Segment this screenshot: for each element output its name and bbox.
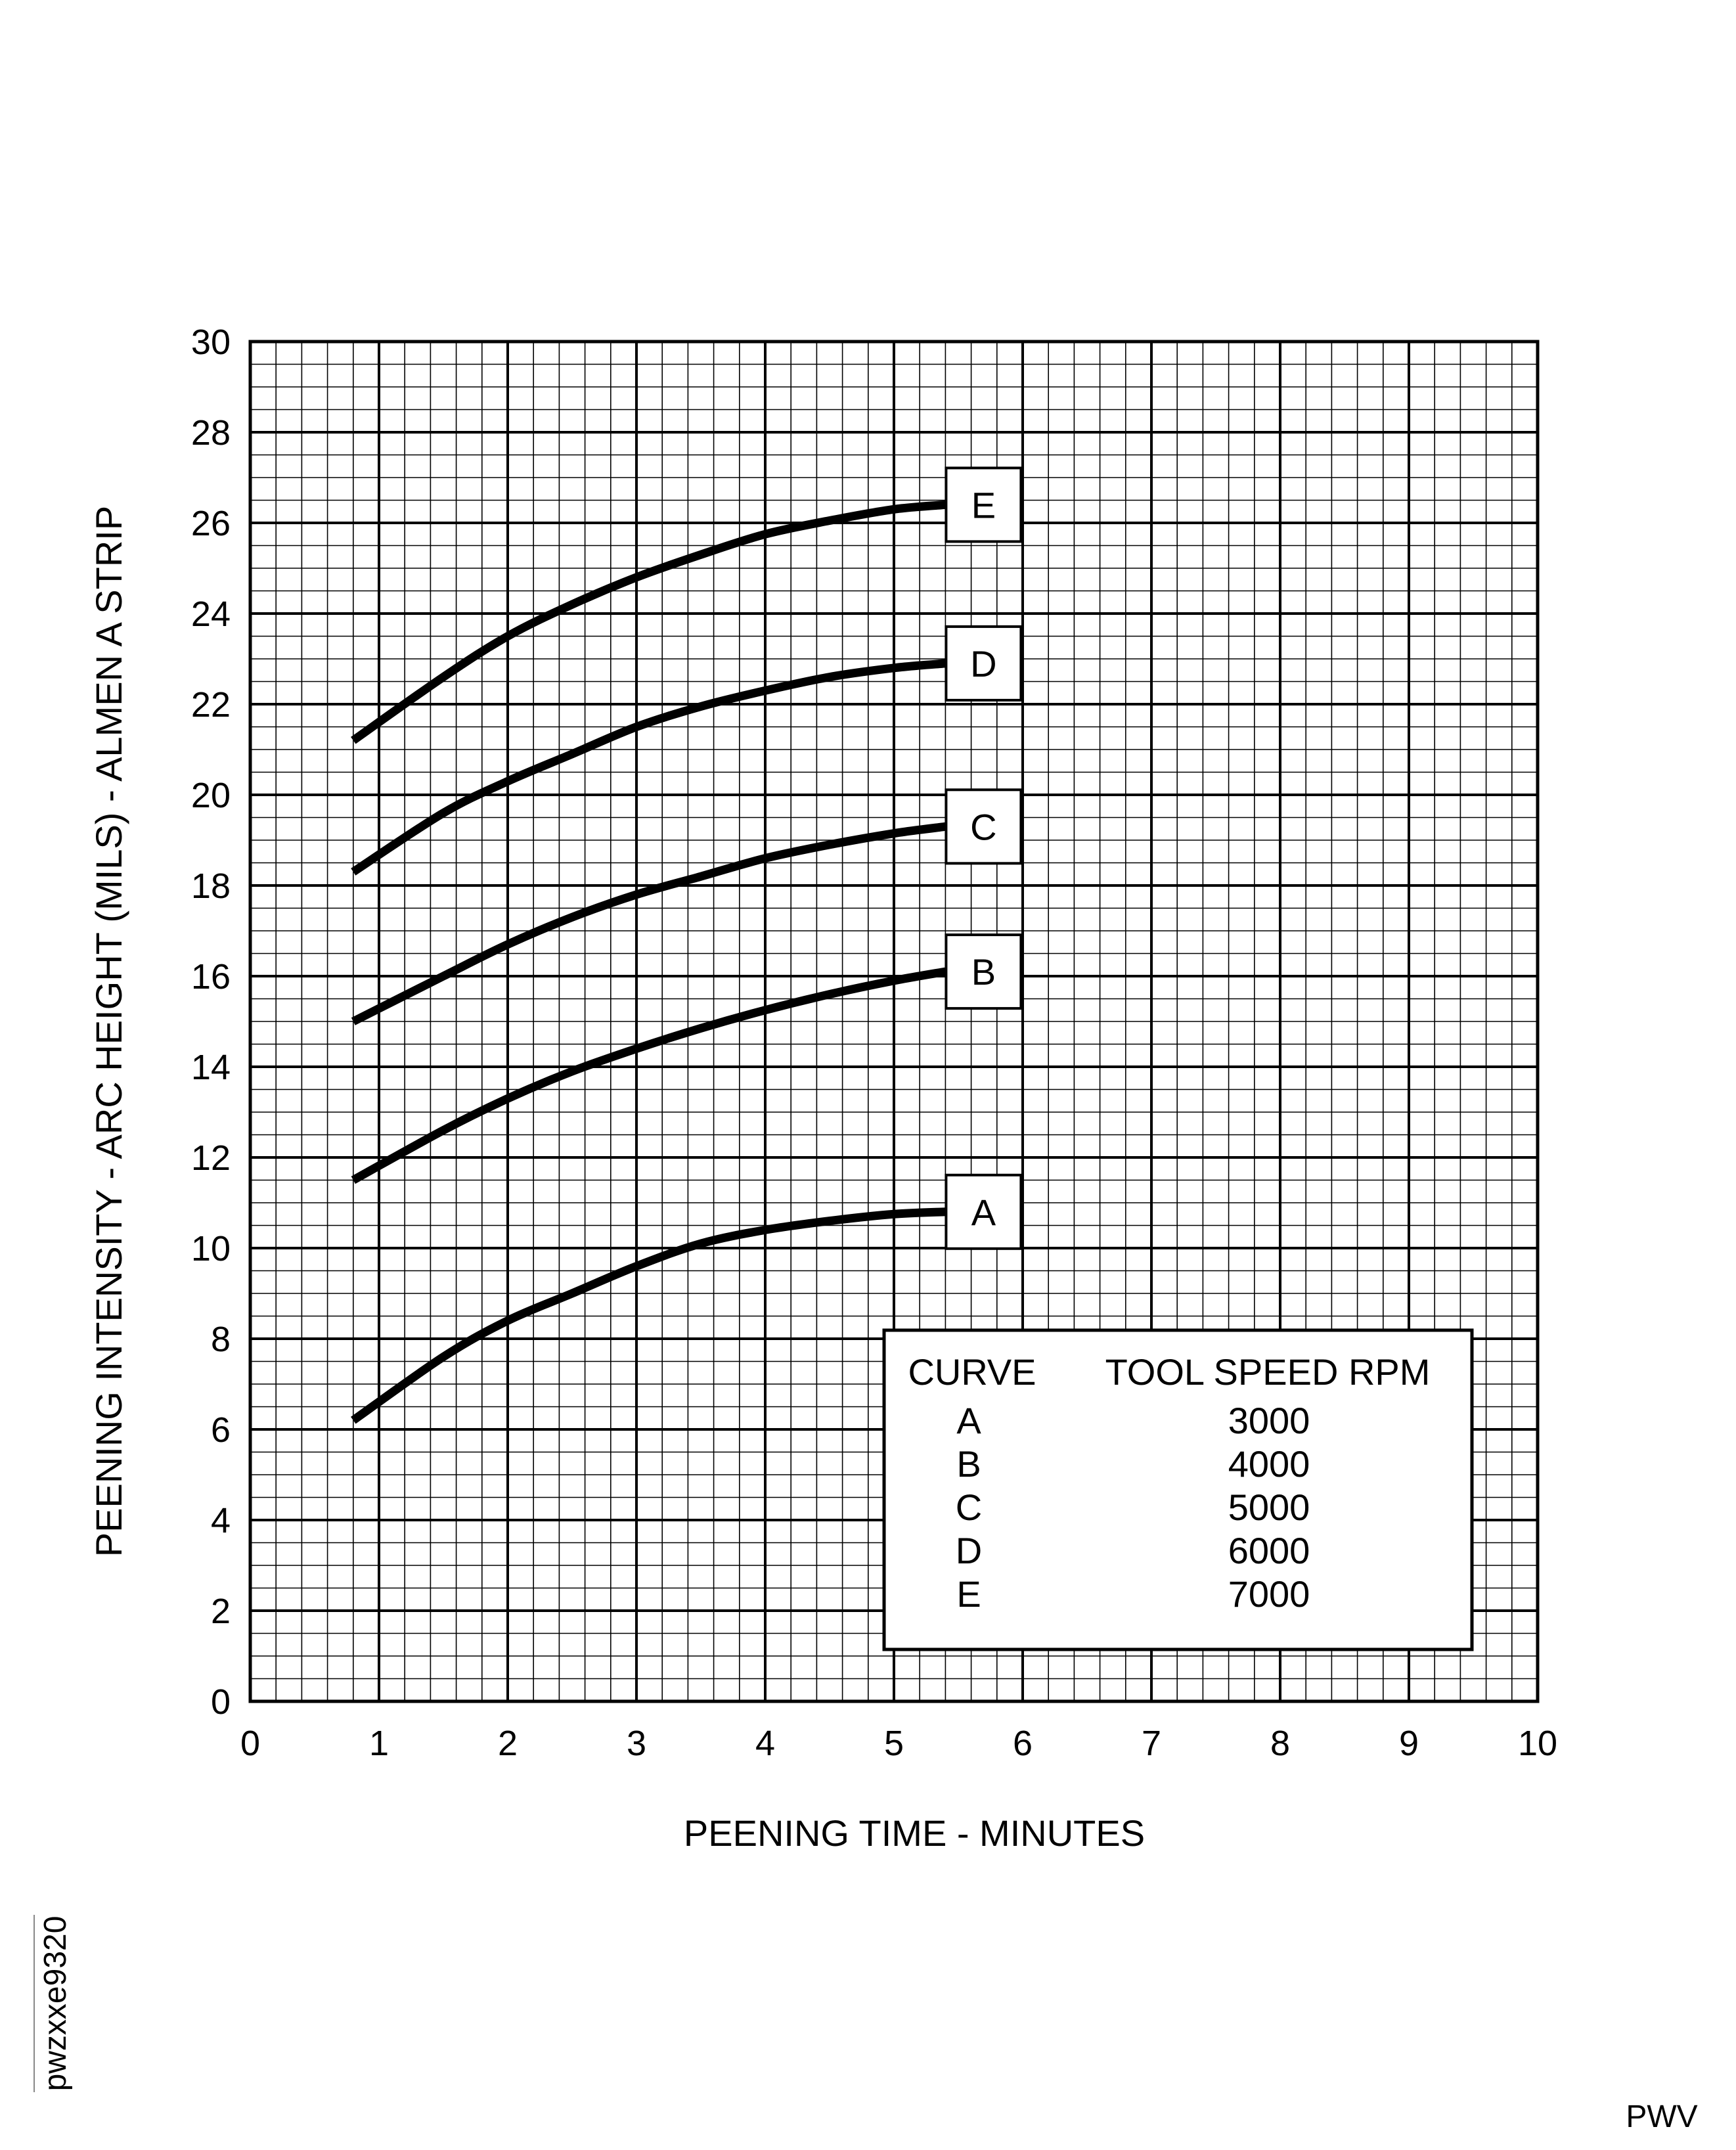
y-tick-label: 0 bbox=[210, 1682, 231, 1722]
curve-tag-c bbox=[946, 790, 1021, 863]
corner-code: PWV bbox=[1626, 2099, 1698, 2134]
x-tick-label: 8 bbox=[1270, 1724, 1291, 1763]
x-tick-label: 4 bbox=[755, 1724, 776, 1763]
x-tick-label: 5 bbox=[883, 1724, 904, 1763]
curve-tag-label: B bbox=[971, 951, 996, 993]
legend-row-rpm: 6000 bbox=[1228, 1530, 1310, 1571]
y-tick-label: 30 bbox=[190, 323, 231, 362]
y-tick-label: 8 bbox=[210, 1320, 231, 1359]
legend-row-curve: E bbox=[956, 1573, 981, 1615]
y-tick-label: 14 bbox=[190, 1048, 231, 1087]
curves bbox=[353, 504, 946, 1420]
legend-row-rpm: 5000 bbox=[1228, 1487, 1310, 1528]
curve-tag-label: E bbox=[971, 484, 996, 526]
x-tick-label: 1 bbox=[368, 1724, 389, 1763]
legend bbox=[884, 1330, 1472, 1649]
curve-tag-label: C bbox=[970, 806, 997, 848]
curve-tag-a bbox=[946, 1175, 1021, 1249]
y-tick-label: 22 bbox=[190, 685, 231, 725]
x-tick-label: 0 bbox=[240, 1724, 261, 1763]
legend-header-rpm: TOOL SPEED RPM bbox=[1105, 1351, 1431, 1393]
y-tick-label: 4 bbox=[210, 1501, 231, 1540]
curve-b bbox=[353, 972, 946, 1180]
curve-tag-e bbox=[946, 468, 1021, 541]
x-tick-label: 9 bbox=[1398, 1724, 1419, 1763]
y-tick-label: 10 bbox=[190, 1229, 231, 1268]
legend-row-curve: C bbox=[955, 1487, 983, 1528]
y-tick-label: 26 bbox=[190, 504, 231, 543]
y-tick-label: 24 bbox=[190, 594, 231, 634]
y-tick-label: 2 bbox=[210, 1592, 231, 1631]
legend-row-curve: A bbox=[956, 1400, 981, 1441]
legend-row-rpm: 3000 bbox=[1228, 1400, 1310, 1441]
legend-row-curve: B bbox=[956, 1443, 981, 1485]
y-tick-label: 6 bbox=[210, 1410, 231, 1450]
legend-row-rpm: 4000 bbox=[1228, 1443, 1310, 1485]
curve-tag-d bbox=[946, 627, 1021, 700]
figure-id: pwzxxe9320 bbox=[38, 1915, 73, 2092]
x-tick-label: 3 bbox=[626, 1724, 647, 1763]
y-tick-label: 20 bbox=[190, 776, 231, 815]
x-tick-label: 10 bbox=[1517, 1724, 1558, 1763]
curve-tag-b bbox=[946, 935, 1021, 1008]
x-axis-title: PEENING TIME - MINUTES bbox=[683, 1812, 1146, 1854]
x-tick-label: 6 bbox=[1012, 1724, 1033, 1763]
y-tick-label: 12 bbox=[190, 1138, 231, 1178]
legend-row-rpm: 7000 bbox=[1228, 1573, 1310, 1615]
curve-tag-label: D bbox=[970, 642, 997, 684]
x-tick-label: 2 bbox=[497, 1724, 518, 1763]
legend-row-curve: D bbox=[955, 1530, 983, 1571]
y-tick-label: 28 bbox=[190, 413, 231, 453]
legend-header-curve: CURVE bbox=[908, 1351, 1036, 1393]
y-tick-label: 18 bbox=[190, 866, 231, 906]
curve-tags bbox=[946, 468, 1021, 1248]
x-tick-label: 7 bbox=[1141, 1724, 1162, 1763]
y-axis-title: PEENING INTENSITY - ARC HEIGHT (MILS) - ALMEN A STRIP bbox=[88, 505, 129, 1557]
curve-tag-label: A bbox=[971, 1191, 996, 1233]
y-tick-label: 16 bbox=[190, 957, 231, 997]
